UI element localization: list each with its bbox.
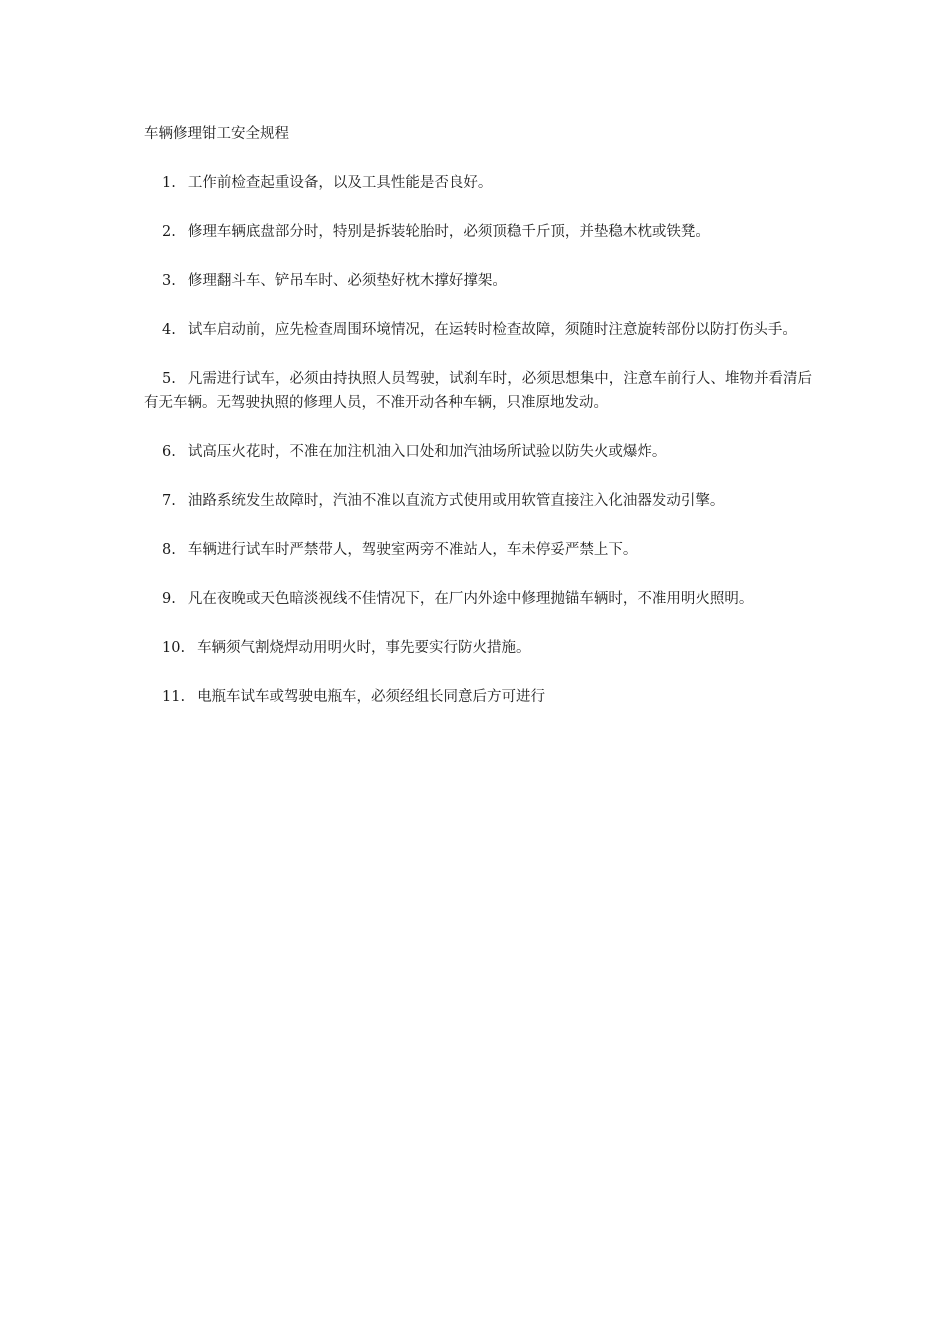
rule-number: 4. bbox=[162, 322, 176, 338]
rule-item-3 bbox=[144, 269, 812, 293]
rule-item-2 bbox=[144, 220, 812, 244]
rule-item-7 bbox=[144, 489, 812, 513]
rule-number: 2. bbox=[162, 224, 176, 240]
rule-number: 9. bbox=[162, 591, 176, 607]
rule-item-4 bbox=[144, 318, 812, 342]
rule-item-10 bbox=[144, 636, 812, 660]
rule-number: 5. bbox=[162, 371, 176, 387]
document-title: 车辆修理钳工安全规程 bbox=[144, 126, 289, 142]
rule-text: 车辆进行试车时严禁带人，驾驶室两旁不准站人，车未停妥严禁上下。 bbox=[187, 542, 638, 558]
rule-number: 11. bbox=[162, 689, 186, 705]
rule-item-11 bbox=[144, 685, 812, 709]
rule-item-8 bbox=[144, 538, 812, 562]
rule-item-1 bbox=[144, 171, 812, 195]
rule-text: 油路系统发生故障时，汽油不准以直流方式使用或用软管直接注入化油器发动引擎。 bbox=[187, 493, 725, 509]
document-body bbox=[144, 122, 812, 734]
rule-text: 工作前检查起重设备，以及工具性能是否良好。 bbox=[187, 175, 493, 191]
rule-number: 3. bbox=[162, 273, 176, 289]
rule-number: 7. bbox=[162, 493, 176, 509]
rule-text: 试高压火花时，不准在加注机油入口处和加汽油场所试验以防失火或爆炸。 bbox=[187, 444, 667, 460]
rule-text: 试车启动前，应先检查周围环境情况，在运转时检查故障，须随时注意旋转部份以防打伤头手。 bbox=[187, 322, 797, 338]
rule-number: 6. bbox=[162, 444, 176, 460]
rule-text: 凡在夜晚或天色暗淡视线不佳情况下，在厂内外途中修理抛锚车辆时，不准用明火照明。 bbox=[187, 591, 754, 607]
rule-text: 修理车辆底盘部分时，特别是拆装轮胎时，必须顶稳千斤顶，并垫稳木枕或铁凳。 bbox=[187, 224, 710, 240]
rule-number: 8. bbox=[162, 542, 176, 558]
rule-item-5 bbox=[144, 367, 812, 415]
rule-item-9 bbox=[144, 587, 812, 611]
rule-text: 车辆须气割烧焊动用明火时，事先要实行防火措施。 bbox=[197, 640, 531, 656]
rule-text: 凡需进行试车，必须由持执照人员驾驶，试刹车时，必须思想集中，注意车前行人、堆物并看清后有无车辆。无驾驶执照的修理人员，不准开动各种车辆，只准原地发动。 bbox=[144, 371, 812, 411]
rule-text: 电瓶车试车或驾驶电瓶车，必须经组长同意后方可进行 bbox=[197, 689, 546, 705]
rule-text: 修理翻斗车、铲吊车时、必须垫好枕木撑好撑架。 bbox=[187, 273, 507, 289]
rule-item-6 bbox=[144, 440, 812, 464]
rule-number: 10. bbox=[162, 640, 186, 656]
rule-number: 1. bbox=[162, 175, 176, 191]
